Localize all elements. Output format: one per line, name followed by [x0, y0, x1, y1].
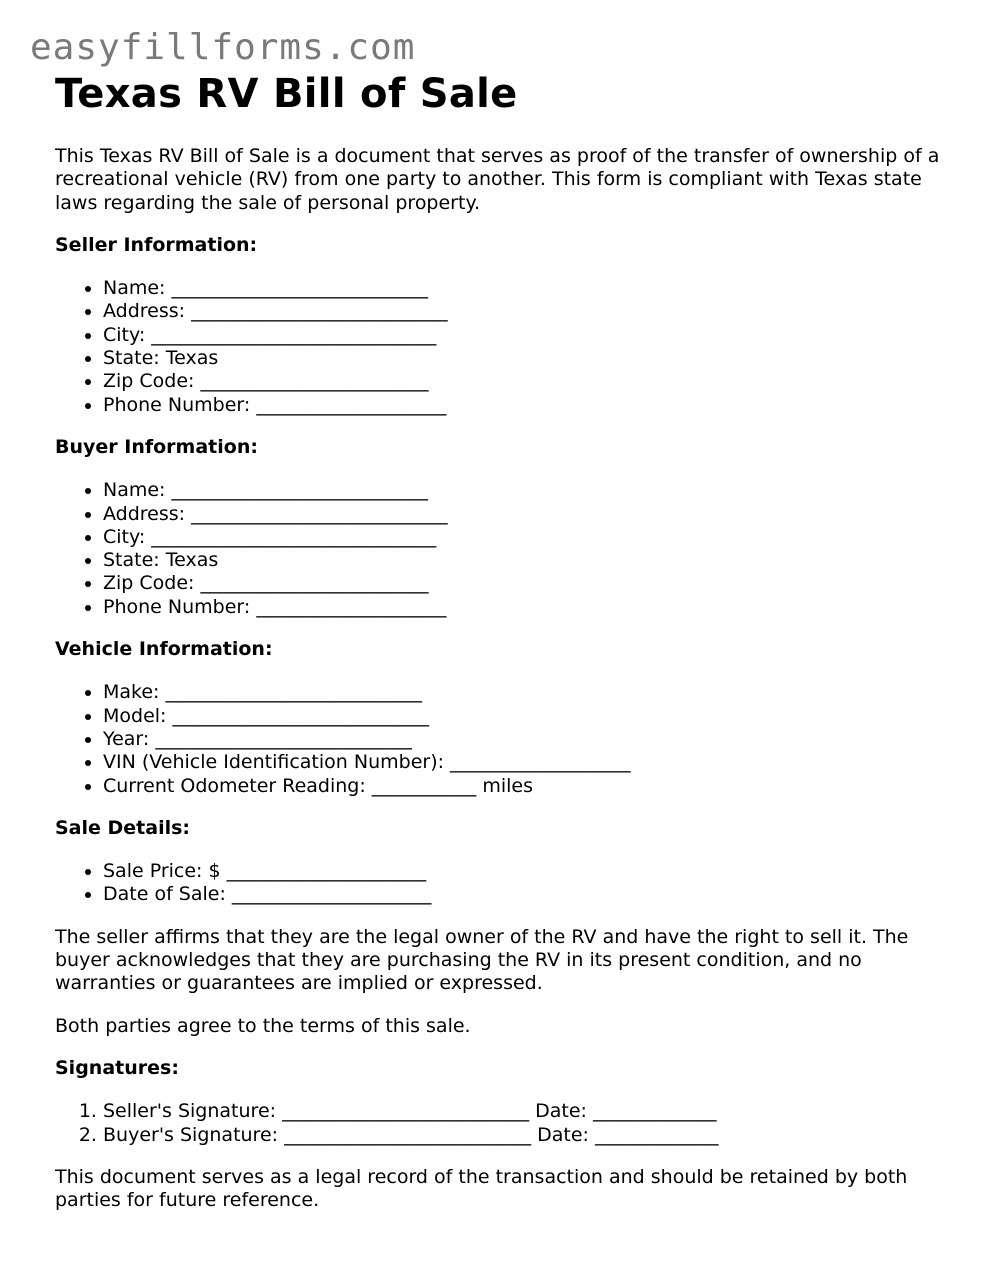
- seller-signature-line: 1. Seller's Signature: __________________________ Date: _____________: [103, 1100, 945, 1123]
- sale-list: [55, 860, 945, 907]
- vehicle-heading: Vehicle Information:: [55, 638, 273, 661]
- buyer-list: [55, 479, 945, 619]
- affirmation-paragraph: The seller affirms that they are the legal owner of the RV and have the right to sell it. The buyer acknowledges that they are purchasing the RV in its present condition, and no warranties or guarantees are implied or expressed.: [55, 925, 909, 995]
- seller-heading: Seller Information:: [55, 233, 258, 256]
- seller-phone-field: • Phone Number: ____________________: [103, 394, 945, 417]
- vehicle-year-field: • Year: ___________________________: [103, 728, 945, 751]
- signatures-heading: Signatures:: [55, 1056, 179, 1079]
- vehicle-odometer-field: • Current Odometer Reading: ___________ miles: [103, 775, 945, 798]
- seller-address-field: • Address: ___________________________: [103, 300, 945, 323]
- closing-paragraph: This document serves as a legal record of the transaction and should be retained by both parties for future reference.: [55, 1165, 908, 1212]
- page-title: Texas RV Bill of Sale: [55, 71, 518, 117]
- document-page: [55, 70, 945, 1212]
- vehicle-model-field: • Model: ___________________________: [103, 705, 945, 728]
- buyer-city-field: • City: ______________________________: [103, 526, 945, 549]
- watermark: easyfillforms.com: [30, 27, 416, 68]
- buyer-address-field: • Address: ___________________________: [103, 503, 945, 526]
- vehicle-vin-field: • VIN (Vehicle Identification Number): ___________________: [103, 751, 945, 774]
- vehicle-list: [55, 681, 945, 797]
- seller-city-field: • City: ______________________________: [103, 324, 945, 347]
- agreement-paragraph: Both parties agree to the terms of this sale.: [55, 1014, 471, 1037]
- sale-date-field: • Date of Sale: _____________________: [103, 883, 945, 906]
- buyer-state-field: • State: Texas: [103, 549, 945, 572]
- seller-zip-field: • Zip Code: ________________________: [103, 370, 945, 393]
- seller-name-field: • Name: ___________________________: [103, 277, 945, 300]
- sale-heading: Sale Details:: [55, 816, 191, 839]
- buyer-signature-line: 2. Buyer's Signature: __________________________ Date: _____________: [103, 1124, 945, 1147]
- buyer-phone-field: • Phone Number: ____________________: [103, 596, 945, 619]
- buyer-heading: Buyer Information:: [55, 435, 258, 458]
- signatures-list: [55, 1100, 945, 1147]
- seller-state-field: • State: Texas: [103, 347, 945, 370]
- buyer-name-field: • Name: ___________________________: [103, 479, 945, 502]
- seller-list: [55, 277, 945, 417]
- intro-paragraph: This Texas RV Bill of Sale is a document that serves as proof of the transfer of ownership of a recreational vehicle (RV) from one party to another. This form is compliant with Texas state laws regarding the sale of personal property.: [55, 145, 940, 214]
- sale-price-field: • Sale Price: $ _____________________: [103, 860, 945, 883]
- vehicle-make-field: • Make: ___________________________: [103, 681, 945, 704]
- buyer-zip-field: • Zip Code: ________________________: [103, 572, 945, 595]
